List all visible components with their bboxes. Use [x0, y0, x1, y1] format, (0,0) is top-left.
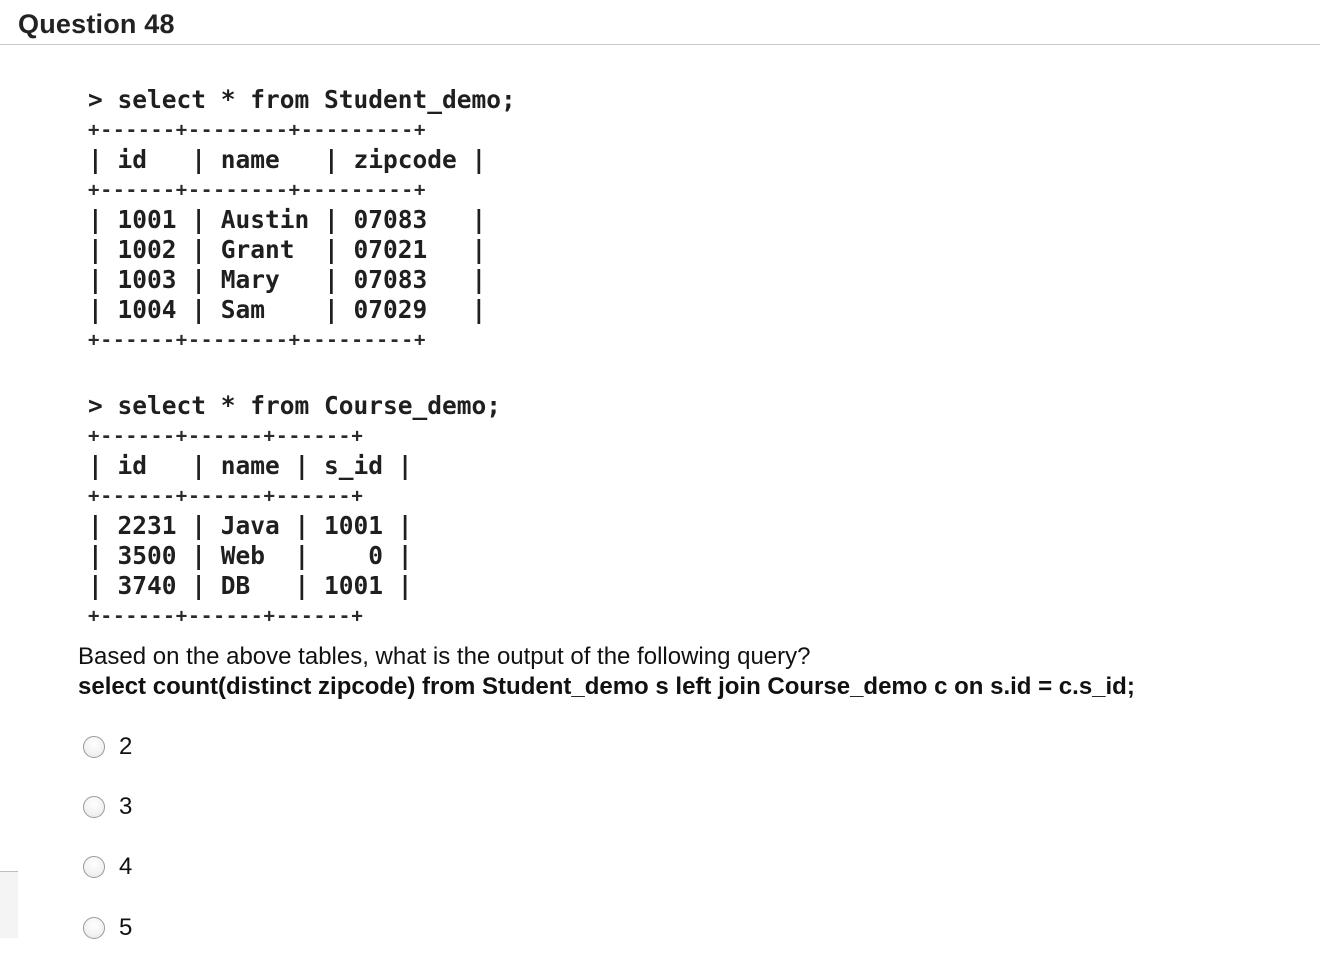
course-table-row: | 3500 | Web | 0 | — [88, 541, 413, 570]
answer-option[interactable] — [83, 847, 132, 887]
answer-option[interactable] — [83, 908, 132, 948]
student-table-border-mid: +------+--------+---------+ — [88, 179, 427, 201]
course-query-prompt: > select * from Course_demo; — [88, 391, 502, 420]
radio-button-icon[interactable] — [83, 736, 105, 758]
query-statement: select count(distinct zipcode) from Student_demo s left join Course_demo c on s.id = c.s_id; — [78, 673, 1135, 700]
student-table-header: | id | name | zipcode | — [88, 145, 487, 174]
answer-option[interactable] — [83, 787, 132, 827]
left-edge-divider — [0, 871, 18, 938]
student-table-row: | 1004 | Sam | 07029 | — [88, 295, 487, 324]
terminal-screenshot — [84, 82, 564, 627]
student-table-row: | 1003 | Mary | 07083 | — [88, 265, 487, 294]
course-table-row: | 2231 | Java | 1001 | — [88, 511, 413, 540]
student-table-border-bottom: +------+--------+---------+ — [88, 329, 427, 351]
radio-button-icon[interactable] — [83, 917, 105, 939]
student-table-row: | 1001 | Austin | 07083 | — [88, 205, 487, 234]
radio-button-icon[interactable] — [83, 856, 105, 878]
student-query-prompt: > select * from Student_demo; — [88, 85, 516, 114]
course-table-row: | 3740 | DB | 1001 | — [88, 571, 413, 600]
answer-option-label: 4 — [119, 853, 133, 880]
student-table-border-top: +------+--------+---------+ — [88, 119, 427, 141]
answer-option-label: 3 — [119, 793, 133, 820]
course-table-border-bottom: +------+------+------+ — [88, 605, 364, 627]
radio-button-icon[interactable] — [83, 796, 105, 818]
course-table-border-top: +------+------+------+ — [88, 425, 364, 447]
answer-option-label: 5 — [119, 914, 133, 941]
course-table-header: | id | name | s_id | — [88, 451, 413, 480]
answer-option-label: 2 — [119, 733, 133, 760]
question-prompt: Based on the above tables, what is the output of the following query? — [78, 643, 811, 670]
question-title: Question 48 — [18, 9, 175, 39]
question-header — [0, 0, 1320, 45]
student-table-row: | 1002 | Grant | 07021 | — [88, 235, 487, 264]
course-table-border-mid: +------+------+------+ — [88, 485, 364, 507]
answer-option[interactable] — [83, 727, 132, 767]
